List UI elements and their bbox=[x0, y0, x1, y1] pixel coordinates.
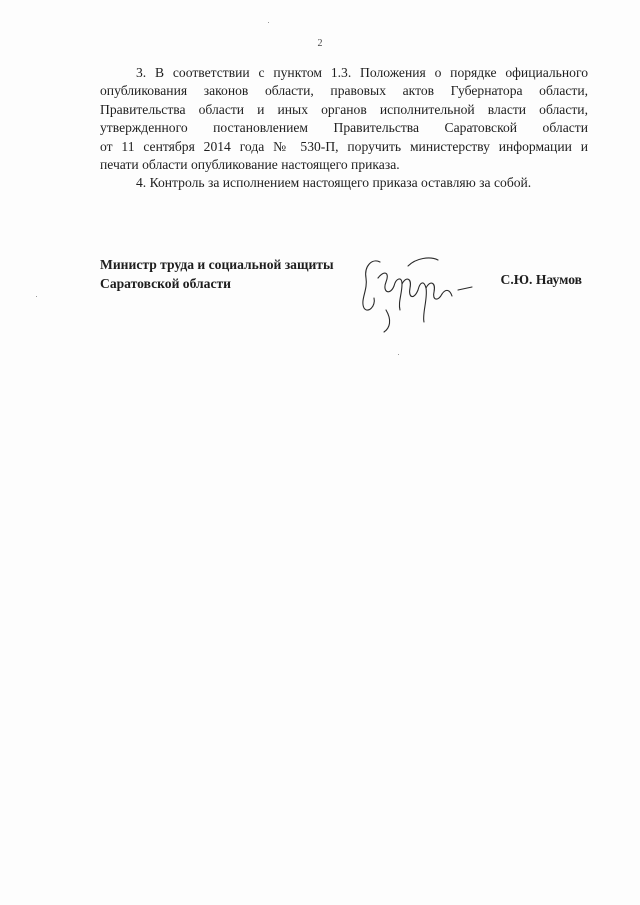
position-line: Саратовской области bbox=[100, 275, 232, 291]
text-line: от 11 сентября 2014 года № 530-П, поручить министерству информации и bbox=[100, 138, 588, 154]
signatory-name: С.Ю. Наумов bbox=[500, 272, 582, 287]
signature-block bbox=[100, 256, 588, 336]
document-body bbox=[100, 64, 588, 193]
handwritten-signature bbox=[350, 248, 480, 338]
paragraph-3 bbox=[100, 64, 588, 174]
text-line: 3. В соответствии с пунктом 1.3. Положения о порядке официального bbox=[136, 65, 588, 80]
scan-speck bbox=[268, 22, 269, 23]
signatory-position bbox=[100, 256, 334, 293]
text-line: печати области опубликование настоящего приказа. bbox=[100, 157, 400, 173]
text-line: Правительства области и иных органов исполнительной власти области, bbox=[100, 101, 588, 117]
position-line: Министр труда и социальной защиты bbox=[100, 257, 334, 272]
text-line: 4. Контроль за исполнением настоящего приказа оставляю за собой. bbox=[136, 175, 532, 191]
scan-speck bbox=[36, 296, 37, 297]
text-line: опубликования законов области, правовых актов Губернатора области, bbox=[100, 83, 588, 99]
text-line: утвержденного постановлением Правительства Саратовской области bbox=[100, 120, 588, 136]
scan-speck bbox=[398, 354, 399, 355]
paragraph-4 bbox=[100, 174, 588, 192]
page-number: 2 bbox=[317, 38, 323, 49]
